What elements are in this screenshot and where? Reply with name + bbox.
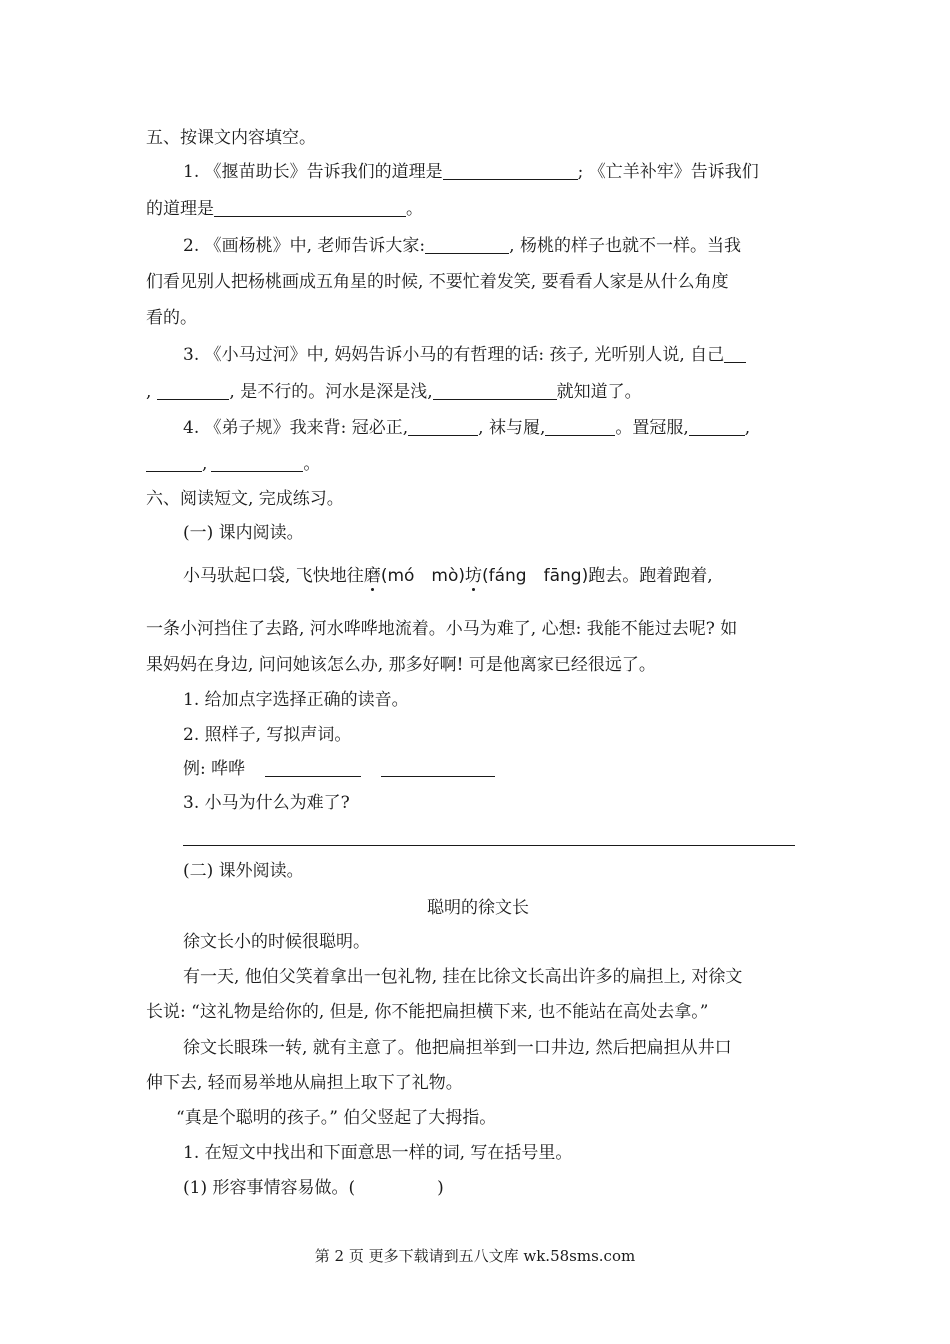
s6-p1-line3: 果妈妈在身边, 问问她该怎么办, 那多好啊! 可是他离家已经很远了。 — [146, 655, 656, 675]
s5-q2-blank[interactable] — [425, 235, 509, 254]
s6-part2-q1-1 — [183, 1176, 810, 1200]
q1-1-text: (1) 形容事情容易做。( — [183, 1178, 356, 1198]
s5-q4-text-a: 4. 《弟子规》我来背: 冠必正, — [183, 418, 409, 438]
s5-q4-blank4[interactable] — [146, 453, 202, 472]
s5-q4-blank1[interactable] — [408, 417, 478, 436]
story-p2-line2: 长说: “这礼物是给你的, 但是, 你不能把扁担横下来, 也不能站在高处去拿。” — [146, 1002, 709, 1022]
s6-part1-example — [183, 757, 810, 781]
example-label: 例: 哗哗 — [183, 759, 246, 779]
s5-q4-text-e: , — [202, 454, 208, 474]
s5-q4-text-b: , 袜与履, — [478, 418, 546, 438]
s6-part2-title: (二) 课外阅读。 — [183, 861, 304, 881]
s6-part1-title: (一) 课内阅读。 — [183, 523, 304, 543]
s5-q2-text-b: , 杨桃的样子也就不一样。当我 — [509, 236, 741, 256]
s5-q4-line1 — [183, 416, 810, 440]
pinyin-options-mo: (mó mò) — [380, 566, 465, 586]
s5-q4-blank5[interactable] — [211, 453, 303, 472]
story-p1: 徐文长小的时候很聪明。 — [183, 932, 370, 952]
s5-q4-blank3[interactable] — [689, 417, 745, 436]
s5-q2-text-a: 2. 《画杨桃》中, 老师告诉大家: — [183, 236, 426, 256]
s5-q1-line2 — [146, 197, 810, 221]
s5-q4-text-f: 。 — [303, 454, 321, 474]
story-p3-line1: 徐文长眼珠一转, 就有主意了。他把扁担举到一口井边, 然后把扁担从井口 — [183, 1038, 732, 1058]
onomatopoeia-blank2[interactable] — [381, 758, 495, 777]
s5-q1-text-c: 的道理是 — [146, 199, 214, 219]
s5-q4-text-c: 。置冠服, — [615, 418, 689, 438]
s5-q3-blank1[interactable] — [724, 344, 746, 363]
story-p3-line2: 伸下去, 轻而易举地从扁担上取下了礼物。 — [146, 1073, 463, 1093]
onomatopoeia-blank1[interactable] — [265, 758, 361, 777]
dotted-char-mo: 磨 — [363, 566, 381, 586]
s5-q3-text-c: , 是不行的。河水是深是浅, — [229, 382, 433, 402]
s5-q3-blank2[interactable] — [157, 381, 229, 400]
s6-p1-line2: 一条小河挡住了去路, 河水哗哗地流着。小马为难了, 心想: 我能不能过去呢? 如 — [146, 619, 738, 639]
s5-q1-blank2[interactable] — [214, 198, 406, 217]
s6-p1-text-b: 跑去。跑着跑着, — [588, 566, 713, 586]
s5-q3-blank3[interactable] — [433, 381, 557, 400]
story-p2-line1: 有一天, 他伯父笑着拿出一包礼物, 挂在比徐文长高出许多的扁担上, 对徐文 — [183, 967, 743, 987]
s5-q4-text-d: , — [744, 418, 751, 438]
s5-q3-text-a: 3. 《小马过河》中, 妈妈告诉小马的有哲理的话: 孩子, 光听别人说, 自己 — [183, 345, 725, 365]
s5-q2-line2: 们看见别人把杨桃画成五角星的时候, 不要忙着发笑, 要看看人家是从什么角度 — [146, 272, 729, 292]
s6-part1-q3: 3. 小马为什么为难了? — [183, 793, 350, 813]
story-p4: “真是个聪明的孩子。” 伯父竖起了大拇指。 — [176, 1108, 497, 1128]
s6-part1-q1: 1. 给加点字选择正确的读音。 — [183, 690, 409, 710]
page-footer: 第 2 页 更多下载请到五八文库 wk.58sms.com — [314, 1247, 636, 1265]
answer-line-q3[interactable] — [183, 845, 795, 846]
s6-p1-text-a: 小马驮起口袋, 飞快地往 — [183, 566, 364, 586]
s5-q4-blank2[interactable] — [545, 417, 615, 436]
s5-q1-text-d: 。 — [406, 199, 423, 219]
s5-q4-line2 — [146, 452, 810, 476]
s6-p1-line1 — [183, 564, 810, 588]
s5-q2-line3: 看的。 — [146, 308, 197, 328]
s5-q1-blank1[interactable] — [443, 161, 578, 180]
s5-q3-line1 — [183, 343, 810, 367]
s5-q2-line1 — [183, 234, 810, 258]
s6-part1-q2: 2. 照样子, 写拟声词。 — [183, 725, 352, 745]
s5-q3-text-b: , — [146, 382, 152, 402]
s5-q3-line2 — [146, 380, 810, 404]
section5-title: 五、按课文内容填空。 — [146, 128, 316, 148]
section6-title: 六、阅读短文, 完成练习。 — [146, 489, 344, 509]
s5-q1-text-b: ; 《亡羊补牢》告诉我们 — [577, 162, 759, 182]
s6-part2-q1: 1. 在短文中找出和下面意思一样的词, 写在括号里。 — [183, 1143, 573, 1163]
s5-q1-line1 — [183, 160, 810, 184]
q1-1-close-paren: ) — [437, 1178, 444, 1198]
s5-q3-text-d: 就知道了。 — [556, 382, 642, 402]
story-title: 聪明的徐文长 — [427, 898, 529, 918]
pinyin-options-fang: (fáng fāng) — [482, 566, 589, 586]
s5-q1-text-a: 1. 《揠苗助长》告诉我们的道理是 — [183, 162, 443, 182]
dotted-char-fang: 坊 — [465, 566, 482, 586]
